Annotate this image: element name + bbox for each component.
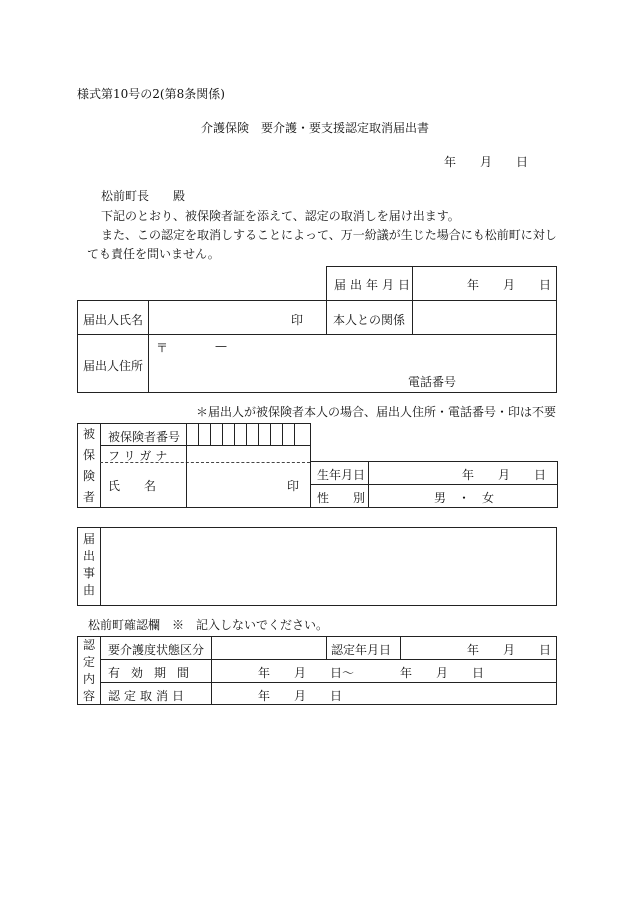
header-date: 年 月 日 xyxy=(444,155,529,169)
furigana-label: フリガナ xyxy=(108,449,172,463)
relation-field[interactable] xyxy=(418,305,552,331)
cancel-date-label: 認定取消日 xyxy=(108,689,189,703)
insured-number-field[interactable] xyxy=(187,425,309,444)
insured-number-label: 被保険者番号 xyxy=(108,430,181,444)
note: ＊届出人が被保険者本人の場合、届出人住所・電話番号・印は不要 xyxy=(196,405,557,419)
insured-name-label: 氏 名 xyxy=(108,479,157,493)
office-confirm-label: 松前町確認欄 ※ 記入しないでください。 xyxy=(88,618,329,632)
submission-date-field[interactable]: 年 月 日 xyxy=(467,278,552,292)
birth-date-label: 生年月日 xyxy=(317,468,366,482)
body-paragraph-2-line-2: ても責任を問いません。 xyxy=(87,247,220,261)
valid-from-field[interactable]: 年 月 日～ xyxy=(258,666,355,680)
postal-mark: 〒 xyxy=(156,341,169,355)
insured-name-field[interactable] xyxy=(190,468,275,502)
office-side-label: 認定内容 xyxy=(82,638,95,703)
reason-field[interactable] xyxy=(106,531,552,602)
gender-label: 性 別 xyxy=(317,491,366,505)
reason-side-label: 届出事由 xyxy=(82,532,95,597)
document-title: 介護保険 要介護・要支援認定取消届出書 xyxy=(201,121,430,135)
insured-side-label: 被保険者 xyxy=(82,427,95,504)
form-number: 様式第10号の2(第8条関係) xyxy=(77,87,225,101)
applicant-name-label: 届出人氏名 xyxy=(83,313,144,327)
cancel-date-field[interactable]: 年 月 日 xyxy=(258,689,343,703)
addressee: 松前町長 殿 xyxy=(101,189,186,203)
birth-date-field[interactable]: 年 月 日 xyxy=(462,468,547,482)
body-paragraph-2-line-1: また、この認定を取消しすることによって、万一紛議が生じた場合にも松前町に対し xyxy=(101,228,557,242)
postal-dash: — xyxy=(215,339,227,353)
gender-field[interactable]: 男 ・ 女 xyxy=(434,491,495,505)
care-level-field[interactable] xyxy=(216,640,321,656)
valid-period-label: 有効期間 xyxy=(108,666,201,680)
care-level-label: 要介護度状態区分 xyxy=(108,643,205,657)
furigana-field[interactable] xyxy=(190,447,305,460)
insured-seal-mark: 印 xyxy=(287,479,300,493)
cert-date-field[interactable]: 年 月 日 xyxy=(467,643,552,657)
body-paragraph-1: 下記のとおり、被保険者証を添えて、認定の取消しを届け出ます。 xyxy=(101,209,460,223)
relation-label: 本人との関係 xyxy=(333,313,406,327)
applicant-address-label: 届出人住所 xyxy=(83,359,144,373)
submission-date-label: 届出年月日 xyxy=(334,278,415,292)
applicant-seal-mark: 印 xyxy=(291,313,304,327)
cert-date-label: 認定年月日 xyxy=(331,643,392,657)
applicant-address-field[interactable] xyxy=(156,352,396,370)
phone-label: 電話番号 xyxy=(408,375,457,389)
valid-to-field[interactable]: 年 月 日 xyxy=(400,666,485,680)
